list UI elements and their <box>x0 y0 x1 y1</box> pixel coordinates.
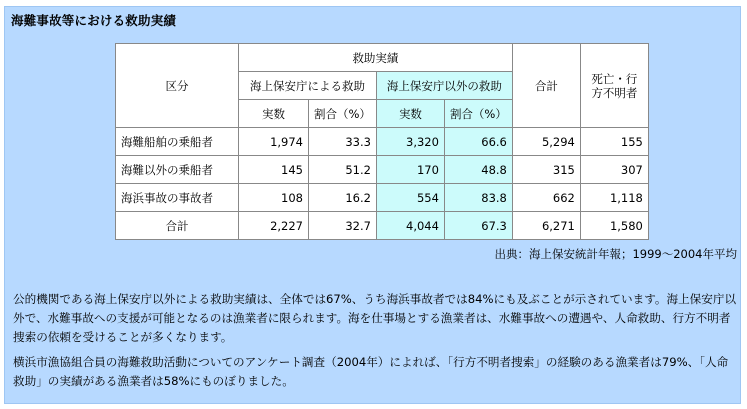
other-count-cell: 170 <box>376 156 444 184</box>
paragraph-rescue-summary: 公的機関である海上保安庁以外による救助実績は、全体では67%、うち海浜事故者では84%にも及ぶことが示されています。海上保安庁以外で、水難事故への支援が可能となるのは漁業者に限られます。海を仕事場とする漁業者は、水難事故への遭遇や、人命救助、行方不明者捜索の依頼を受けることが多くなります。 <box>13 292 737 344</box>
source-note: 出典：海上保安統計年報；1999〜2004年平均 <box>494 247 737 261</box>
section-title: 海難事故等における救助実績 <box>11 13 177 28</box>
jcg-count-cell: 145 <box>239 156 309 184</box>
header-other-count: 実数 <box>376 100 444 128</box>
row-label: 合計 <box>116 212 239 240</box>
content-panel <box>4 6 741 404</box>
row-label: 海浜事故の事故者 <box>116 184 239 212</box>
other-ratio-cell: 66.6 <box>444 128 512 156</box>
missing-cell: 155 <box>580 128 648 156</box>
jcg-count-cell: 2,227 <box>239 212 309 240</box>
other-ratio-cell: 48.8 <box>444 156 512 184</box>
total-cell: 5,294 <box>512 128 580 156</box>
header-total: 合計 <box>512 44 580 128</box>
missing-cell: 1,580 <box>580 212 648 240</box>
row-label: 海難船舶の乗船者 <box>116 128 239 156</box>
other-count-cell: 554 <box>376 184 444 212</box>
row-label: 海難以外の乗船者 <box>116 156 239 184</box>
other-count-cell: 4,044 <box>376 212 444 240</box>
table-row <box>116 184 649 212</box>
rescue-statistics-table <box>115 43 649 240</box>
other-count-cell: 3,320 <box>376 128 444 156</box>
table-header-row-1 <box>116 44 649 72</box>
jcg-ratio-cell: 32.7 <box>309 212 377 240</box>
jcg-ratio-cell: 33.3 <box>309 128 377 156</box>
header-category: 区分 <box>116 44 239 128</box>
header-dead-missing-line2: 方不明者 <box>591 85 638 100</box>
header-rescue-results: 救助実績 <box>239 44 513 72</box>
total-cell: 315 <box>512 156 580 184</box>
paragraph-survey-results: 横浜市漁協組合員の海難救助活動についてのアンケート調査（2004年）によれば、「行方不明者捜索」の経験のある漁業者は79%、「人命救助」の実績がある漁業者は58%にものぼりました。 <box>13 355 729 388</box>
header-jcg-ratio: 割合（%） <box>309 100 377 128</box>
jcg-count-cell: 108 <box>239 184 309 212</box>
jcg-ratio-cell: 51.2 <box>309 156 377 184</box>
total-cell: 6,271 <box>512 212 580 240</box>
header-dead-missing-line1: 死亡・行 <box>591 71 638 86</box>
missing-cell: 307 <box>580 156 648 184</box>
other-ratio-cell: 67.3 <box>444 212 512 240</box>
header-jcg-count: 実数 <box>239 100 309 128</box>
header-other-rescue: 海上保安庁以外の救助 <box>376 72 512 100</box>
table-row-total <box>116 212 649 240</box>
jcg-count-cell: 1,974 <box>239 128 309 156</box>
total-cell: 662 <box>512 184 580 212</box>
missing-cell: 1,118 <box>580 184 648 212</box>
other-ratio-cell: 83.8 <box>444 184 512 212</box>
table-row <box>116 156 649 184</box>
header-other-ratio: 割合（%） <box>444 100 512 128</box>
header-dead-missing <box>580 44 648 128</box>
table-row <box>116 128 649 156</box>
jcg-ratio-cell: 16.2 <box>309 184 377 212</box>
header-jcg-rescue: 海上保安庁による救助 <box>239 72 377 100</box>
